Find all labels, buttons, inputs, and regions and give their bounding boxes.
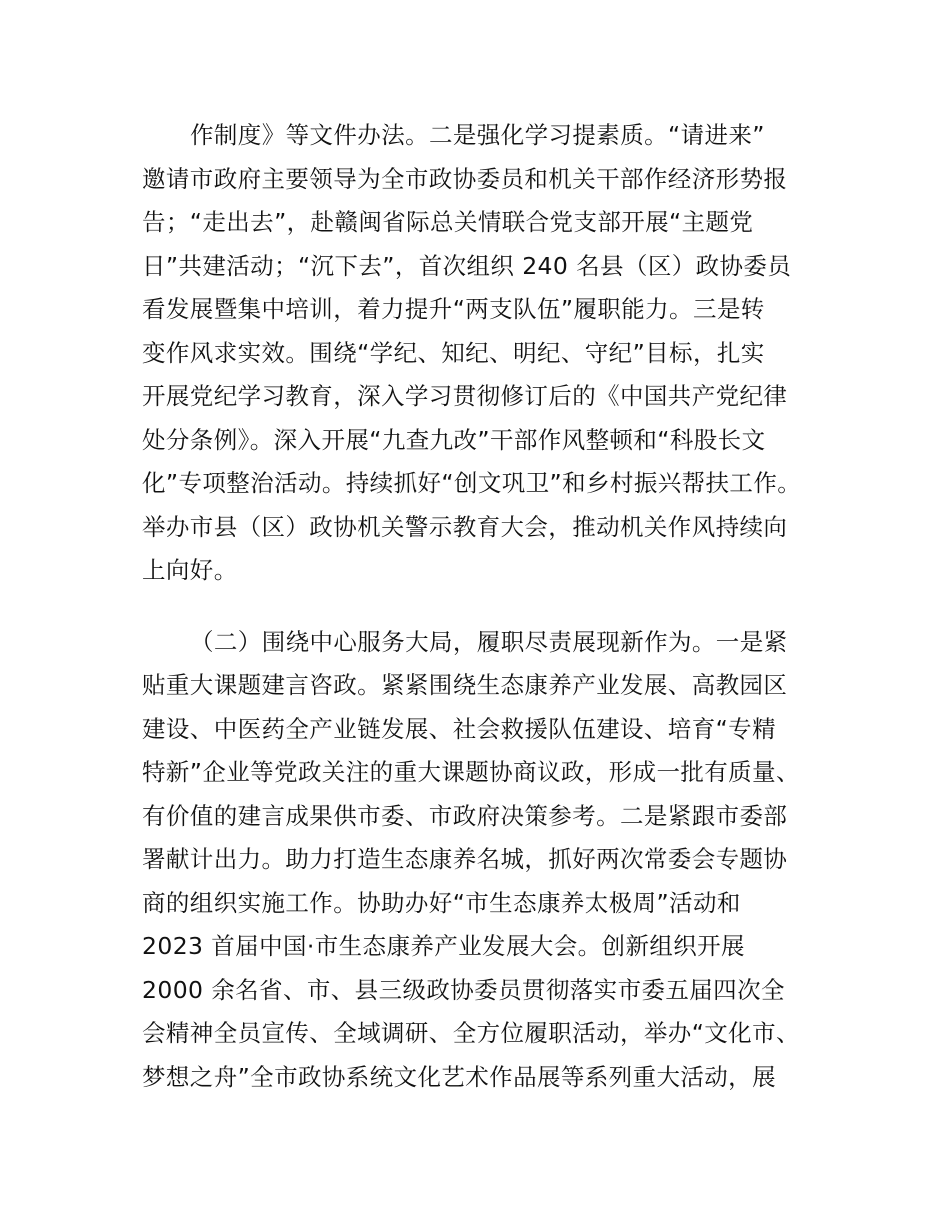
text-line: 举办市县（区）政协机关警示教育大会，推动机关作风持续向 — [142, 512, 788, 541]
text-line: 上向好。 — [142, 556, 238, 584]
text-line: 邀请市政府主要领导为全市政协委员和机关干部作经济形势报 — [142, 164, 788, 193]
text-line: 告；“走出去”，赴赣闽省际总关情联合党支部开展“主题党 — [142, 208, 754, 236]
paragraph-spacing — [142, 593, 822, 621]
text-line: 梦想之舟”全市政协系统文化艺术作品展等系列重大活动，展 — [142, 1062, 776, 1091]
text-line: 变作风求实效。围绕“学纪、知纪、明纪、守纪”目标，扎实 — [142, 338, 765, 367]
text-line: 商的组织实施工作。协助办好“市生态康养太极周”活动和 — [142, 888, 741, 917]
text-line: 日”共建活动；“沉下去”，首次组织 240 名县（区）政协委员 — [142, 251, 792, 280]
text-line: 署献计出力。助力打造生态康养名城，抓好两次常委会专题协 — [142, 845, 788, 873]
text-line: 会精神全员宣传、全域调研、全方位履职活动，举办“文化市、 — [142, 1019, 800, 1047]
paragraph-1 — [142, 114, 822, 593]
text-line: 2023 首届中国·市生态康养产业发展大会。创新组织开展 — [142, 932, 745, 960]
text-line: 化”专项整治活动。持续抓好“创文巩卫”和乡村振兴帮扶工作。 — [142, 469, 802, 497]
paragraph-2 — [142, 621, 822, 1100]
text-line: （二）围绕中心服务大局，履职尽责展现新作为。一是紧 — [190, 627, 788, 656]
body-text — [142, 114, 822, 1099]
text-line: 2000 余名省、市、县三级政协委员贯彻落实市委五届四次全 — [142, 975, 785, 1004]
text-line: 特新”企业等党政关注的重大课题协商议政，形成一批有质量、 — [142, 758, 800, 786]
text-line: 有价值的建言成果供市委、市政府决策参考。二是紧跟市委部 — [142, 801, 788, 830]
text-line: 处分条例》。深入开展“九查九改”干部作风整顿和“科股长文 — [142, 425, 766, 454]
text-line: 作制度》等文件办法。二是强化学习提素质。“请进来” — [190, 121, 765, 149]
text-line: 开展党纪学习教育，深入学习贯彻修订后的《中国共产党纪律 — [142, 382, 788, 410]
text-line: 贴重大课题建言咨政。紧紧围绕生态康养产业发展、高教园区 — [142, 671, 788, 699]
text-line: 看发展暨集中培训，着力提升“两支队伍”履职能力。三是转 — [142, 295, 765, 323]
text-line: 建设、中医药全产业链发展、社会救援队伍建设、培育“专精 — [142, 714, 776, 743]
